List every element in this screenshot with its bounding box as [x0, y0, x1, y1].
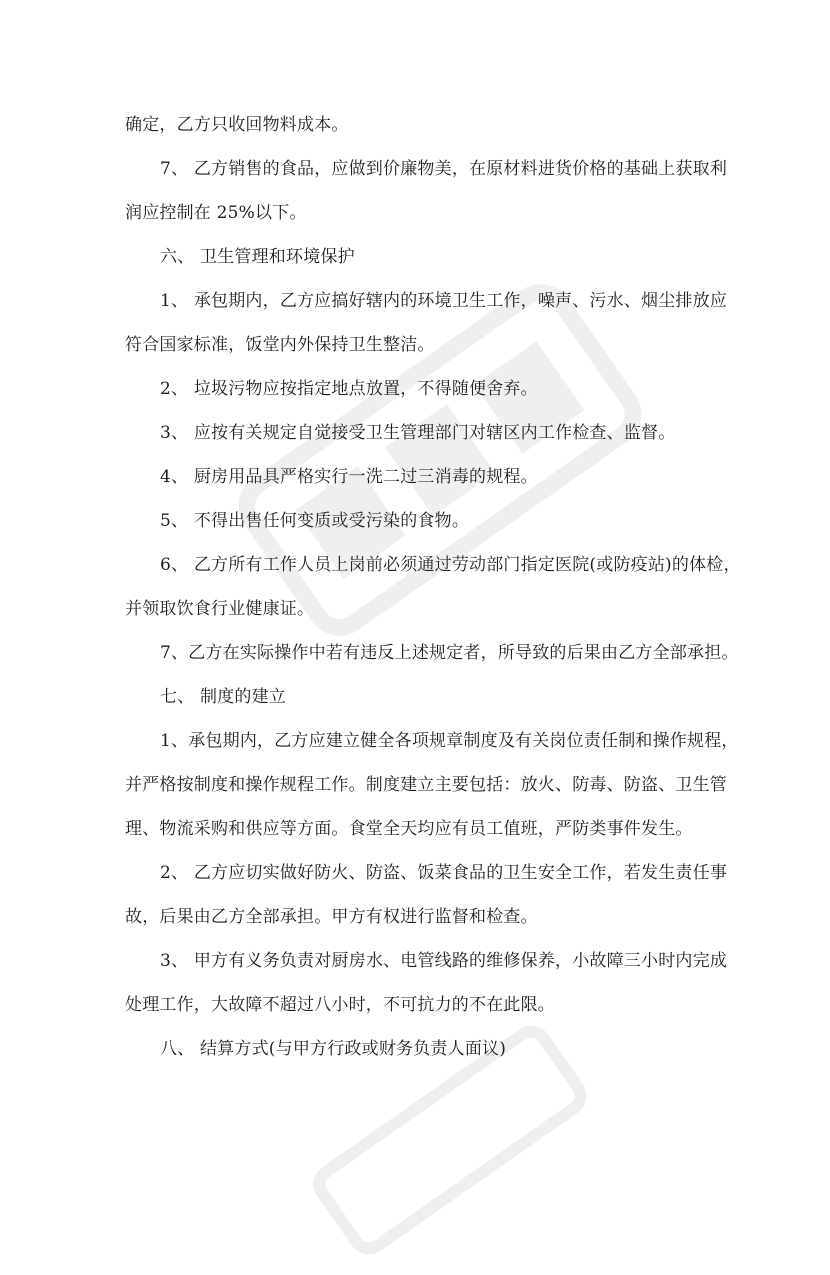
list-item-3b-line2: 处理工作，大故障不超过八小时，不可抗力的不在此限。 — [125, 995, 555, 1015]
section-heading-8: 八、 结算方式(与甲方行政或财务负责人面议) — [160, 1039, 507, 1059]
list-item-2b-line1: 2、 乙方应切实做好防火、防盗、饭菜食品的卫生安全工作，若发生责任事 — [160, 863, 728, 883]
list-item-1b-line2: 并严格按制度和操作规程工作。制度建立主要包括：放火、防毒、防盗、卫生管 — [125, 775, 727, 795]
list-item-1b-line1: 1、承包期内，乙方应建立健全各项规章制度及有关岗位责任制和操作规程， — [160, 731, 739, 751]
list-item-5: 5、 不得出售任何变质或受污染的食物。 — [160, 511, 470, 531]
list-item-1b-line3: 理、物流采购和供应等方面。食堂全天均应有员工值班，严防类事件发生。 — [125, 819, 693, 839]
list-item-3: 3、 应按有关规定自觉接受卫生管理部门对辖区内工作检查、监督。 — [160, 423, 676, 443]
list-item-2: 2、 垃圾污物应按指定地点放置，不得随便舍弃。 — [160, 379, 538, 399]
list-item-1-line2: 符合国家标准，饭堂内外保持卫生整洁。 — [125, 335, 435, 355]
list-item-6-line2: 并领取饮食行业健康证。 — [125, 599, 315, 619]
list-item-7-line1: 7、 乙方销售的食品，应做到价廉物美，在原材料进货价格的基础上获取利 — [160, 159, 728, 179]
list-item-3b-line1: 3、 甲方有义务负责对厨房水、电管线路的维修保养，小故障三小时内完成 — [160, 951, 728, 971]
text-line: 确定，乙方只收回物料成本。 — [125, 115, 349, 135]
list-item-7-line2: 润应控制在 25%以下。 — [125, 203, 307, 223]
section-heading-7: 七、 制度的建立 — [160, 687, 287, 707]
list-item-1-line1: 1、 承包期内，乙方应搞好辖内的环境卫生工作，噪声、污水、烟尘排放应 — [160, 291, 728, 311]
section-heading-6: 六、 卫生管理和环境保护 — [160, 247, 355, 267]
list-item-4: 4、 厨房用品具严格实行一洗二过三消毒的规程。 — [160, 467, 538, 487]
list-item-6-line1: 6、 乙方所有工作人员上岗前必须通过劳动部门指定医院(或防疫站)的体检， — [160, 555, 741, 575]
list-item-2b-line2: 故，后果由乙方全部承担。甲方有权进行监督和检查。 — [125, 907, 538, 927]
list-item-7b: 7、乙方在实际操作中若有违反上述规定者，所导致的后果由乙方全部承担。 — [160, 643, 739, 663]
